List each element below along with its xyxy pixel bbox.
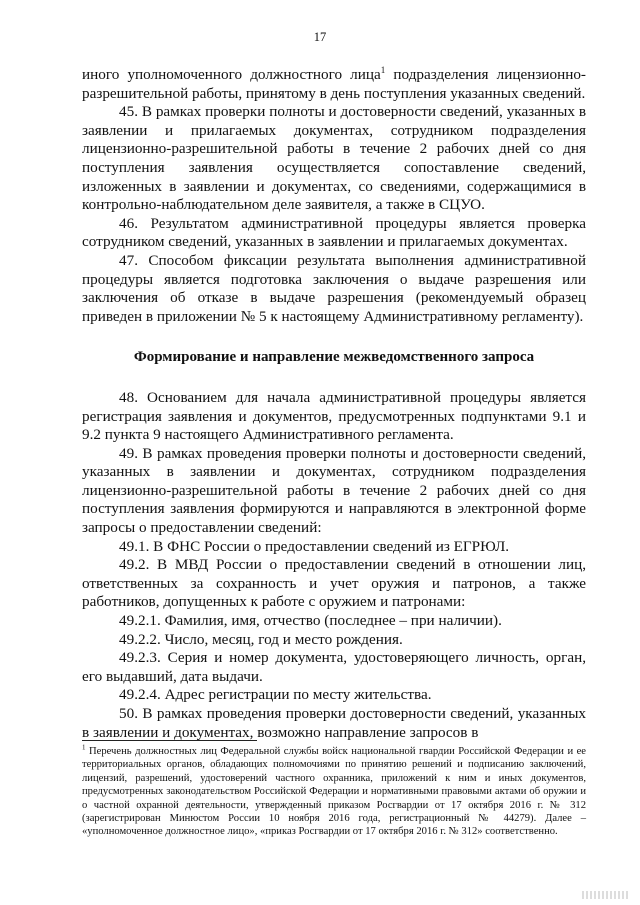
footnote-reference: 1 <box>380 64 386 75</box>
footnote <box>82 745 586 839</box>
paragraph-text: подразделения лицензионно-разрешительной работы, принятому в день поступления указанных сведений. <box>82 66 586 102</box>
paragraph-50: 50. В рамках проведения проверки достоверности сведений, указанных в заявлении и документах, возможно направление запросов в <box>82 705 586 741</box>
section-heading: Формирование и направление межведомственного запроса <box>133 349 535 366</box>
paragraph-49-2-2: 49.2.2. Число, месяц, год и место рождения. <box>119 630 403 648</box>
paragraph-text: иного уполномоченного должностного лица <box>82 66 381 83</box>
paragraph-49-2-1: 49.2.1. Фамилия, имя, отчество (последнее – при наличии). <box>119 612 502 630</box>
footnote-text: Перечень должностных лиц Федеральной службы войск национальной гвардии Российской Федерации и ее территориальных органов, обладающих полномочиями по принятию решений и подписанию заключений, лицензий, разрешений, удостоверений частного охранника, приложений к ним и иных документов, предусмотренных законодательством Российской Федерации и нормативными правовыми актами об оружии и о частной охранной деятельности, утвержденный приказом Росгвардии от 17 октября 2016 г. № 312 (зарегистрирован Минюстом России 10 ноября 2016 года, регистрационный № 44279). Далее – «уполномоченное должностное лицо», «приказ Росгвардии от 17 октября 2016 г. № 312» соответственно. <box>82 746 586 838</box>
page-number: 17 <box>313 30 327 44</box>
footnote-marker: 1 <box>82 743 86 752</box>
paragraph-49-2: 49.2. В МВД России о предоставлении сведений в отношении лиц, ответственных за сохранность и учет оружия и патронов, а также работников, допущенных к работе с оружием и патронами: <box>82 556 586 611</box>
paragraph-47: 47. Способом фиксации результата выполнения административной процедуры является подготовка заключения о выдаче разрешения или заключения об отказе в выдаче разрешения (рекомендуемый образец приведен в приложении № 5 к настоящему Административному регламенту). <box>82 251 586 325</box>
paragraph-49-2-3: 49.2.3. Серия и номер документа, удостоверяющего личность, орган, его выдавший, дата выдачи. <box>82 649 586 685</box>
paragraph-49: 49. В рамках проведения проверки полноты и достоверности сведений, указанных в заявлении и документах, сотрудником подразделения лицензионно-разрешительной работы в течение 2 рабочих дней со дня поступления заявления формируются и направляются в электронной форме запросы о предоставлении сведений: <box>82 444 586 537</box>
footnote-divider <box>82 740 257 741</box>
paragraph-45: 45. В рамках проверки полноты и достоверности сведений, указанных в заявлении и прилагаемых документах, сотрудником подразделения лицензионно-разрешительной работы в течение 2 рабочих дней со дня поступления заявления осуществляется сопоставление сведений, изложенных в заявлении и документах, со сведениями, содержащимися в контрольно-наблюдательном деле заявителя, а также в СЦУО. <box>82 103 586 214</box>
paragraph-49-2-4: 49.2.4. Адрес регистрации по месту жительства. <box>119 686 432 704</box>
paragraph-49-1: 49.1. В ФНС России о предоставлении сведений из ЕГРЮЛ. <box>119 537 510 555</box>
paragraph-continuation <box>82 66 586 103</box>
paragraph-48: 48. Основанием для начала административной процедуры является регистрация заявления и документов, предусмотренных подпунктами 9.1 и 9.2 пункта 9 настоящего Административного регламента. <box>82 388 586 444</box>
body-text <box>82 66 586 742</box>
scan-artifact <box>582 891 630 899</box>
paragraph-46: 46. Результатом административной процедуры является проверка сотрудником сведений, указанных в заявлении и прилагаемых документах. <box>82 214 586 251</box>
